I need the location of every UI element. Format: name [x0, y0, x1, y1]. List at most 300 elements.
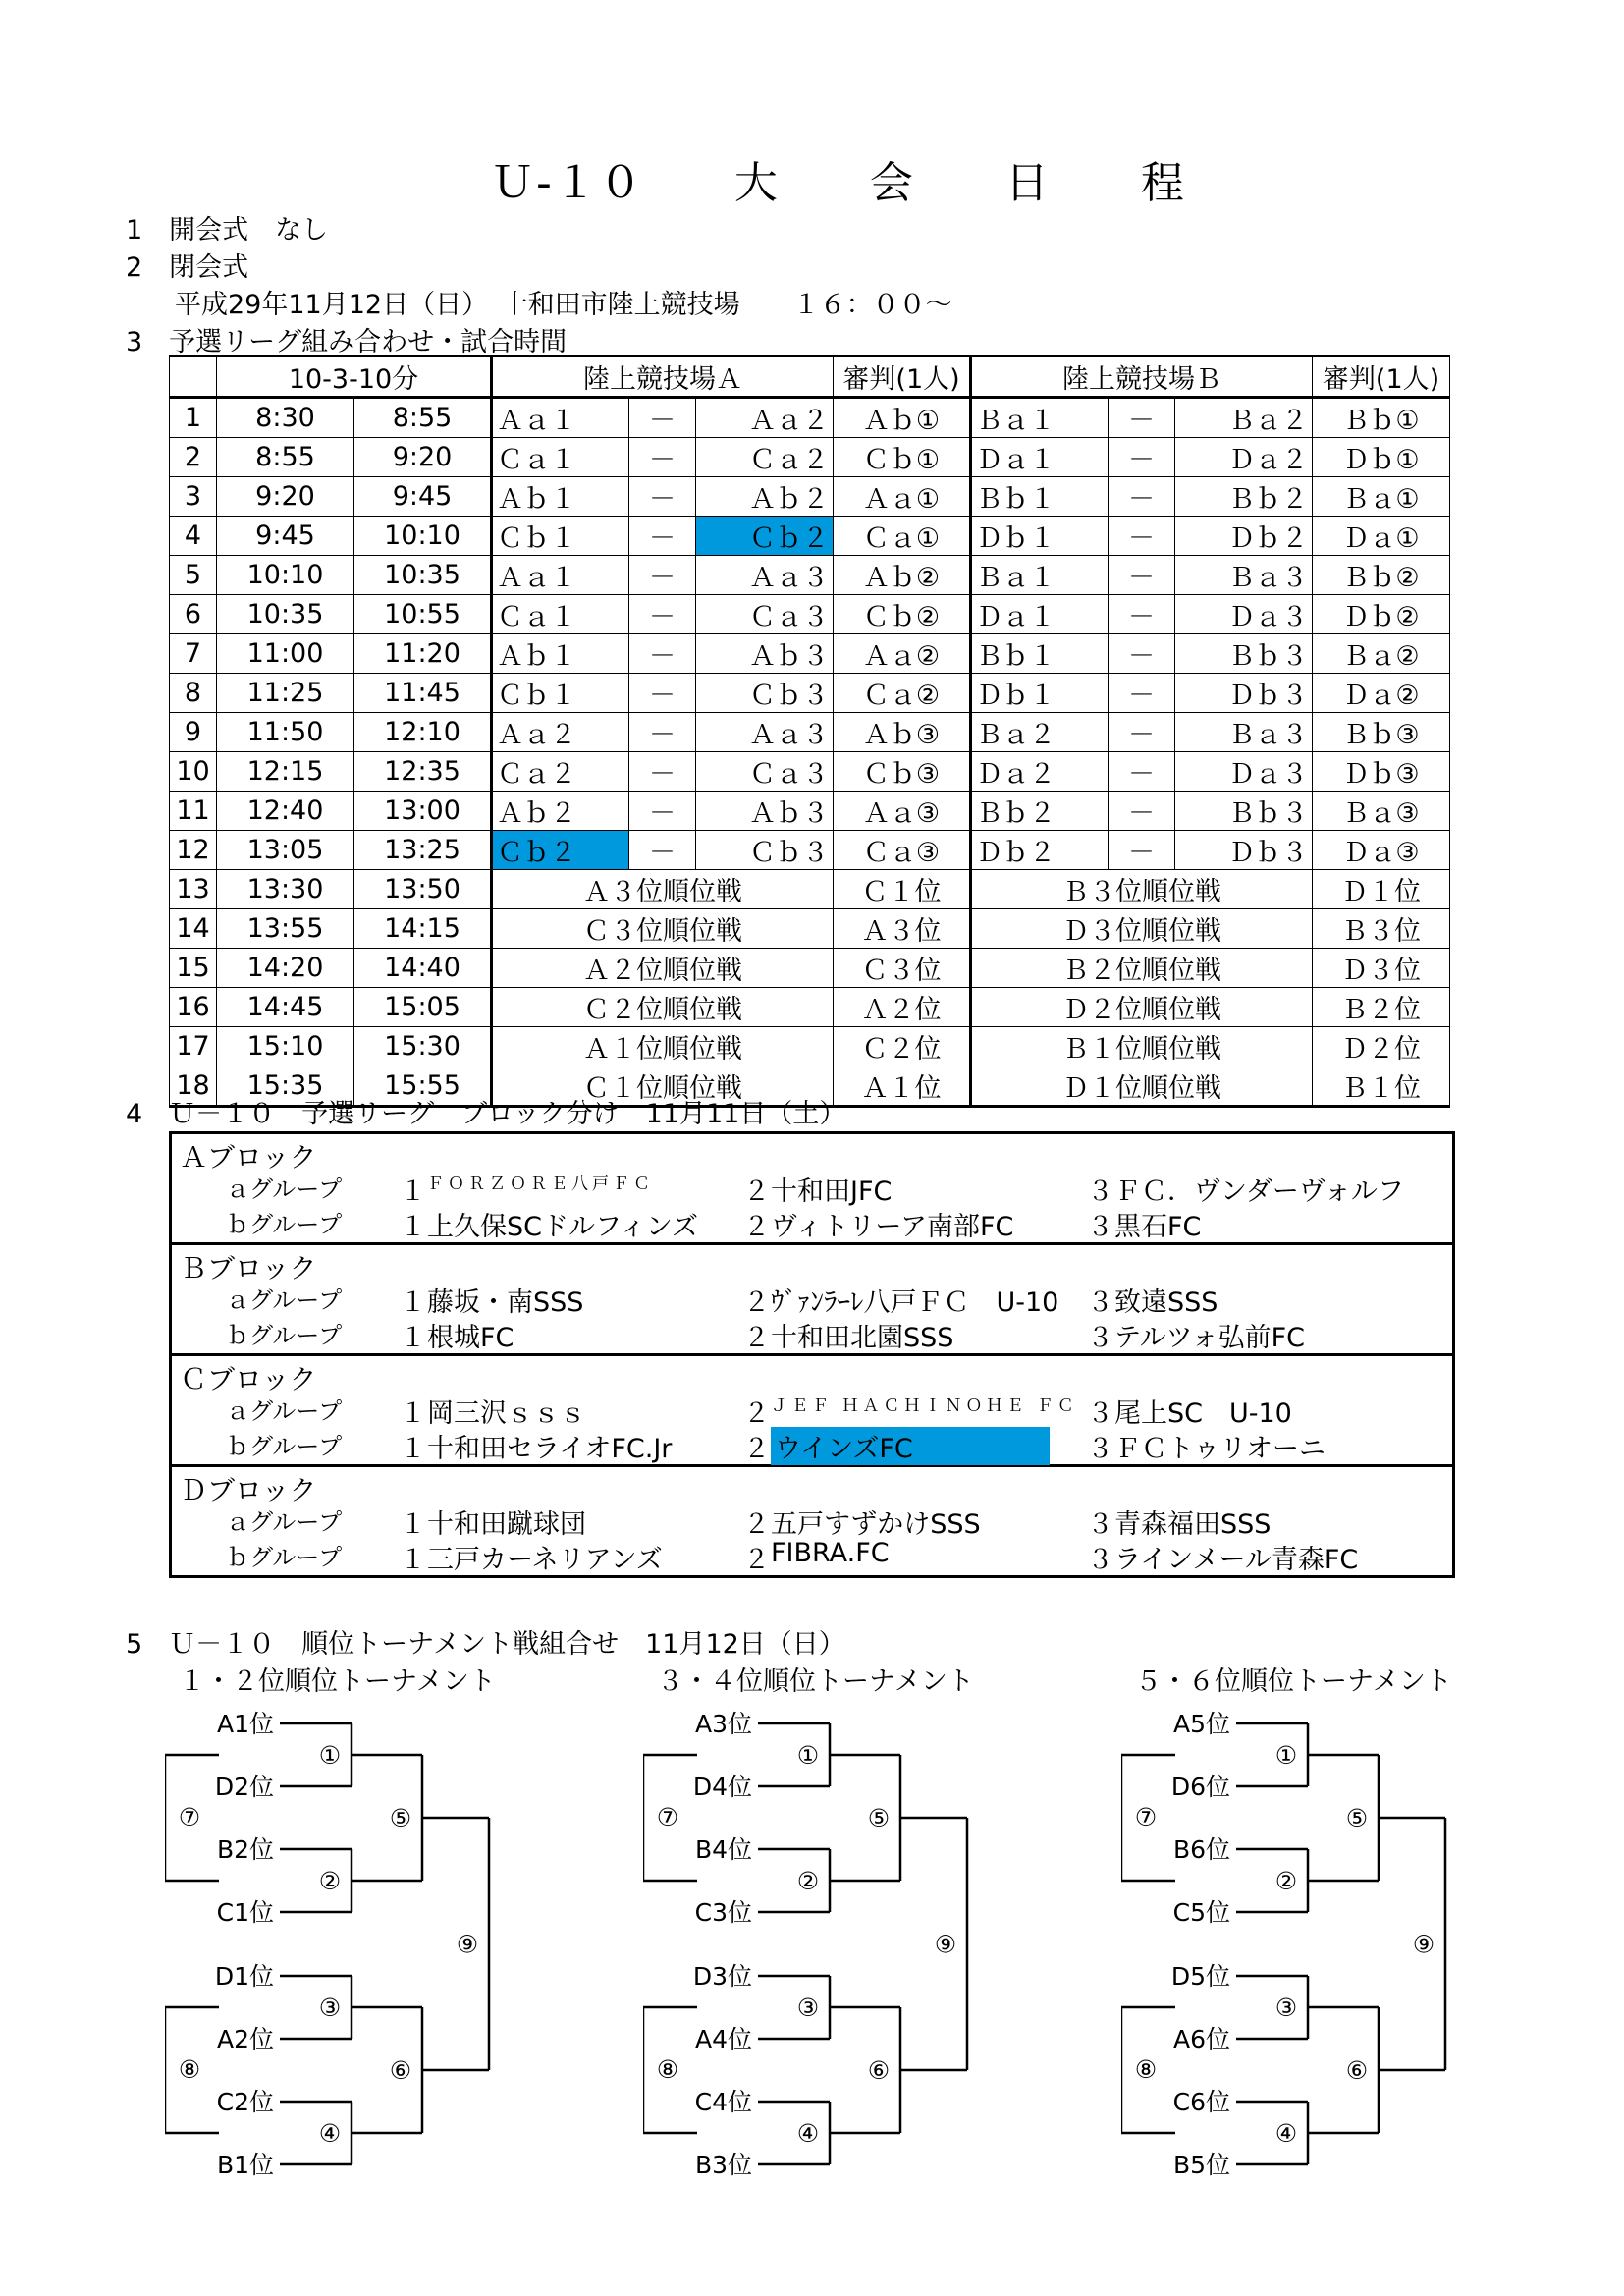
- schedule-header-row: [170, 356, 1450, 398]
- venue-a-team-2: Ａａ２: [696, 398, 834, 438]
- team-3-name: テルツォ弘前FC: [1114, 1323, 1305, 1353]
- start-time: 13:05: [217, 831, 354, 870]
- venue-b-team-2: Ｂｂ３: [1175, 634, 1313, 674]
- section-tournament: 5 Ｕ－１０ 順位トーナメント戦組合せ 11月12日（日）: [126, 1629, 845, 1660]
- seed-label: B3位: [694, 2151, 752, 2179]
- team-2-name: ヴィトリーア南部FC: [771, 1212, 1014, 1242]
- group-label: ａグループ: [226, 1508, 343, 1536]
- match-number: ①: [796, 1741, 820, 1770]
- match-number: 4: [170, 517, 217, 556]
- match-number: ⑥: [1345, 2056, 1369, 2085]
- seed-label: D1位: [214, 1962, 274, 1991]
- versus-dash: －: [1109, 398, 1175, 438]
- group-row: [172, 1503, 1452, 1538]
- table-row: [170, 870, 1450, 909]
- table-row: [170, 517, 1450, 556]
- end-time: 14:15: [354, 909, 492, 949]
- seed-label: A5位: [1172, 1710, 1230, 1738]
- venue-a-referee: Ｃａ③: [834, 831, 971, 870]
- team-1-name: 藤坂・南SSS: [427, 1287, 584, 1318]
- versus-dash: －: [629, 517, 696, 556]
- team-3-name: ＦＣ．ヴンダーヴォルフ: [1114, 1176, 1404, 1207]
- venue-a-referee: Ａ１位: [834, 1066, 971, 1107]
- versus-dash: －: [629, 595, 696, 634]
- seed-label: B6位: [1172, 1835, 1230, 1864]
- match-number: ②: [1274, 1867, 1298, 1895]
- seed-label: C5位: [1172, 1898, 1230, 1927]
- venue-a-team-1: Ａａ１: [492, 556, 629, 595]
- venue-b-team-1: Ｂｂ１: [971, 634, 1109, 674]
- match-number: ②: [796, 1867, 820, 1895]
- team-2-name: 十和田北園SSS: [771, 1323, 954, 1353]
- match-number: 18: [170, 1066, 217, 1107]
- match-number: 17: [170, 1027, 217, 1066]
- versus-dash: －: [1109, 517, 1175, 556]
- table-row: [170, 438, 1450, 477]
- match-number: ⑧: [178, 2055, 201, 2084]
- header-ref-b: 審判(1人): [1313, 356, 1450, 398]
- seed-label: A3位: [694, 1710, 752, 1738]
- start-time: 10:35: [217, 595, 354, 634]
- venue-b-team-1: Ｄａ１: [971, 595, 1109, 634]
- end-time: 8:55: [354, 398, 492, 438]
- versus-dash: －: [1109, 595, 1175, 634]
- seed-label: D5位: [1170, 1962, 1230, 1991]
- start-time: 12:15: [217, 752, 354, 792]
- venue-b-team-2: Ｄａ２: [1175, 438, 1313, 477]
- header-venue-a: 陸上競技場Ａ: [492, 356, 834, 398]
- team-3-name: 青森福田SSS: [1114, 1509, 1272, 1540]
- seed-label: C2位: [216, 2088, 274, 2116]
- group-label: ａグループ: [226, 1286, 343, 1314]
- match-number: ⑧: [656, 2055, 679, 2084]
- venue-a-team-1: Ｃａ１: [492, 595, 629, 634]
- match-number: 2: [170, 438, 217, 477]
- venue-a-team-2: Ａａ３: [696, 713, 834, 752]
- seed-label: B5位: [1172, 2151, 1230, 2179]
- table-row: [170, 909, 1450, 949]
- venue-b-referee: Ｂａ③: [1313, 792, 1450, 831]
- group-label: ｂグループ: [226, 1544, 343, 1571]
- header-venue-b: 陸上競技場Ｂ: [971, 356, 1313, 398]
- section-closing: 2 閉会式: [126, 252, 249, 283]
- team-2-name: FIBRA.FC: [771, 1538, 890, 1568]
- team-2-number: ２: [743, 1545, 770, 1575]
- match-number: 16: [170, 988, 217, 1027]
- team-1-number: １: [400, 1434, 426, 1464]
- venue-a-referee: Ｃｂ③: [834, 752, 971, 792]
- group-row: [172, 1170, 1452, 1205]
- versus-dash: －: [629, 398, 696, 438]
- team-1-name: 岡三沢ｓｓｓ: [427, 1398, 586, 1429]
- end-time: 10:55: [354, 595, 492, 634]
- venue-a-referee: Ａａ①: [834, 477, 971, 517]
- start-time: 9:20: [217, 477, 354, 517]
- start-time: 12:40: [217, 792, 354, 831]
- tournament-bracket: [1121, 1699, 1475, 2190]
- group-row: [172, 1205, 1452, 1240]
- venue-a-team-2: Ａｂ３: [696, 634, 834, 674]
- venue-a-team-2: Ｃｂ２: [696, 517, 834, 556]
- team-3-name: 黒石FC: [1114, 1212, 1202, 1242]
- start-time: 11:00: [217, 634, 354, 674]
- end-time: 10:35: [354, 556, 492, 595]
- section-schedule: 3 予選リーグ組み合わせ・試合時間: [126, 327, 568, 357]
- block-name: Ｄブロック: [180, 1474, 317, 1506]
- venue-a-referee: Ａａ②: [834, 634, 971, 674]
- match-number: 15: [170, 949, 217, 988]
- table-row: [170, 634, 1450, 674]
- match-number: 10: [170, 752, 217, 792]
- match-number: ①: [318, 1741, 342, 1770]
- venue-a-team-1: Ａｂ１: [492, 477, 629, 517]
- team-2-name: 十和田JFC: [771, 1176, 893, 1207]
- venue-a-ranking-match: Ａ３位順位戦: [492, 870, 834, 909]
- team-2-name: 五戸すずかけSSS: [771, 1509, 981, 1540]
- team-1-name: 根城FC: [427, 1323, 514, 1353]
- end-time: 15:55: [354, 1066, 492, 1107]
- table-row: [170, 674, 1450, 713]
- match-number: ①: [1274, 1741, 1298, 1770]
- versus-dash: －: [629, 634, 696, 674]
- team-3-name: 尾上SC U-10: [1114, 1398, 1292, 1429]
- seed-label: D3位: [692, 1962, 752, 1991]
- venue-b-ranking-match: Ｂ３位順位戦: [971, 870, 1313, 909]
- table-row: [170, 477, 1450, 517]
- venue-b-team-1: Ｄａ１: [971, 438, 1109, 477]
- venue-a-referee: Ａ３位: [834, 909, 971, 949]
- venue-b-referee: Ｄａ③: [1313, 831, 1450, 870]
- match-number: 8: [170, 674, 217, 713]
- venue-b-ranking-match: Ｂ１位順位戦: [971, 1027, 1313, 1066]
- match-number: ⑦: [178, 1803, 201, 1831]
- venue-a-referee: Ａ２位: [834, 988, 971, 1027]
- match-number: ⑨: [456, 1930, 479, 1959]
- group-label: ｂグループ: [226, 1322, 343, 1349]
- venue-a-team-2: Ａｂ３: [696, 792, 834, 831]
- team-3-number: ３: [1087, 1212, 1113, 1242]
- venue-b-team-2: Ｄａ３: [1175, 595, 1313, 634]
- team-1-name: 十和田蹴球団: [427, 1509, 586, 1540]
- venue-b-referee: Ｄ２位: [1313, 1027, 1450, 1066]
- tournament-title: ３・４位順位トーナメント: [657, 1667, 974, 1697]
- team-1-number: １: [400, 1545, 426, 1575]
- seed-label: A6位: [1172, 2025, 1230, 2053]
- versus-dash: －: [1109, 438, 1175, 477]
- venue-a-referee: Ａｂ③: [834, 713, 971, 752]
- table-row: [170, 792, 1450, 831]
- venue-a-team-1: Ｃｂ１: [492, 674, 629, 713]
- team-3-number: ３: [1087, 1287, 1113, 1318]
- group-label: ａグループ: [226, 1397, 343, 1425]
- end-time: 12:35: [354, 752, 492, 792]
- match-number: ②: [318, 1867, 342, 1895]
- venue-b-team-1: Ｄｂ２: [971, 831, 1109, 870]
- start-time: 11:25: [217, 674, 354, 713]
- seed-label: B1位: [216, 2151, 274, 2179]
- team-2-number: ２: [743, 1398, 770, 1429]
- group-label: ｂグループ: [226, 1433, 343, 1460]
- team-2-number: ２: [743, 1434, 770, 1464]
- venue-a-referee: Ｃ２位: [834, 1027, 971, 1066]
- team-3-number: ３: [1087, 1545, 1113, 1575]
- table-row: [170, 713, 1450, 752]
- start-time: 10:10: [217, 556, 354, 595]
- venue-a-team-1: Ａｂ１: [492, 634, 629, 674]
- venue-b-ranking-match: Ｄ２位順位戦: [971, 988, 1313, 1027]
- seed-label: B2位: [216, 1835, 274, 1864]
- venue-a-referee: Ａｂ②: [834, 556, 971, 595]
- match-number: 9: [170, 713, 217, 752]
- team-2-number: ２: [743, 1287, 770, 1318]
- team-1-name: 上久保SCドルフィンズ: [427, 1212, 699, 1242]
- table-row: [170, 398, 1450, 438]
- venue-b-referee: Ｂａ②: [1313, 634, 1450, 674]
- venue-a-team-1: Ｃａ１: [492, 438, 629, 477]
- end-time: 10:10: [354, 517, 492, 556]
- venue-a-ranking-match: Ｃ２位順位戦: [492, 988, 834, 1027]
- match-number: ④: [1274, 2119, 1298, 2148]
- venue-a-team-1: Ｃａ２: [492, 752, 629, 792]
- venue-b-referee: Ｂａ①: [1313, 477, 1450, 517]
- match-number: ⑨: [1412, 1930, 1435, 1959]
- match-number: ③: [796, 1994, 820, 2022]
- venue-a-referee: Ｃａ②: [834, 674, 971, 713]
- venue-b-ranking-match: Ｂ２位順位戦: [971, 949, 1313, 988]
- start-time: 11:50: [217, 713, 354, 752]
- seed-label: D4位: [692, 1773, 752, 1801]
- venue-b-referee: Ｂ１位: [1313, 1066, 1450, 1107]
- versus-dash: －: [629, 438, 696, 477]
- venue-a-ranking-match: Ａ２位順位戦: [492, 949, 834, 988]
- venue-b-team-1: Ｄｂ１: [971, 517, 1109, 556]
- group-row: [172, 1427, 1452, 1462]
- end-time: 15:30: [354, 1027, 492, 1066]
- versus-dash: －: [1109, 713, 1175, 752]
- venue-a-team-1: Ｃｂ１: [492, 517, 629, 556]
- table-row: [170, 595, 1450, 634]
- tournament-title: ５・６位順位トーナメント: [1135, 1667, 1452, 1697]
- end-time: 11:20: [354, 634, 492, 674]
- team-1-number: １: [400, 1323, 426, 1353]
- versus-dash: －: [629, 713, 696, 752]
- seed-label: B4位: [694, 1835, 752, 1864]
- block: [172, 1245, 1452, 1356]
- match-number: ⑧: [1134, 2055, 1158, 2084]
- venue-b-team-2: Ｄｂ３: [1175, 831, 1313, 870]
- block: [172, 1356, 1452, 1467]
- end-time: 13:00: [354, 792, 492, 831]
- block-table: [169, 1131, 1455, 1578]
- match-number: ⑤: [867, 1804, 891, 1832]
- match-number: ④: [796, 2119, 820, 2148]
- block: [172, 1467, 1452, 1575]
- venue-b-team-1: Ｂａ２: [971, 713, 1109, 752]
- seed-label: C3位: [694, 1898, 752, 1927]
- team-3-name: ＦＣトゥリオーニ: [1114, 1434, 1326, 1464]
- venue-a-team-1: Ａｂ２: [492, 792, 629, 831]
- venue-b-team-2: Ｂａ３: [1175, 556, 1313, 595]
- tournament-title: １・２位順位トーナメント: [179, 1667, 496, 1697]
- versus-dash: －: [1109, 831, 1175, 870]
- venue-b-team-1: Ｄｂ１: [971, 674, 1109, 713]
- match-number: ⑤: [389, 1804, 412, 1832]
- block-name: Ａブロック: [180, 1141, 317, 1174]
- team-2-number: ２: [743, 1323, 770, 1353]
- match-number: ⑤: [1345, 1804, 1369, 1832]
- header-no: [170, 356, 217, 398]
- start-time: 13:55: [217, 909, 354, 949]
- venue-b-team-1: Ｄａ２: [971, 752, 1109, 792]
- end-time: 15:05: [354, 988, 492, 1027]
- venue-b-referee: Ｄｂ①: [1313, 438, 1450, 477]
- team-3-name: ラインメール青森FC: [1114, 1545, 1359, 1575]
- end-time: 12:10: [354, 713, 492, 752]
- match-number: ④: [318, 2119, 342, 2148]
- venue-b-team-2: Ｂａ３: [1175, 713, 1313, 752]
- team-3-number: ３: [1087, 1176, 1113, 1207]
- match-number: ⑥: [389, 2056, 412, 2085]
- versus-dash: －: [1109, 752, 1175, 792]
- table-row: [170, 831, 1450, 870]
- venue-b-team-1: Ｂａ１: [971, 398, 1109, 438]
- versus-dash: －: [1109, 477, 1175, 517]
- venue-b-team-1: Ｂｂ１: [971, 477, 1109, 517]
- table-row: [170, 949, 1450, 988]
- venue-b-ranking-match: Ｄ１位順位戦: [971, 1066, 1313, 1107]
- team-2-name: ＪＥＦ ＨＡＣＨＩＮＯＨＥ ＦＣ: [771, 1396, 1078, 1416]
- header-ref-a: 審判(1人): [834, 356, 971, 398]
- end-time: 14:40: [354, 949, 492, 988]
- start-time: 9:45: [217, 517, 354, 556]
- match-number: 7: [170, 634, 217, 674]
- match-number: ⑨: [934, 1930, 957, 1959]
- match-number: 1: [170, 398, 217, 438]
- venue-a-referee: Ｃ１位: [834, 870, 971, 909]
- seed-label: C6位: [1172, 2088, 1230, 2116]
- match-number: 6: [170, 595, 217, 634]
- venue-b-team-2: Ｂｂ２: [1175, 477, 1313, 517]
- venue-a-ranking-match: Ｃ３位順位戦: [492, 909, 834, 949]
- venue-a-referee: Ａｂ①: [834, 398, 971, 438]
- venue-b-team-2: Ｂａ２: [1175, 398, 1313, 438]
- group-row: [172, 1538, 1452, 1573]
- venue-b-referee: Ｄａ②: [1313, 674, 1450, 713]
- venue-a-team-2: Ｃｂ３: [696, 831, 834, 870]
- venue-a-referee: Ｃ３位: [834, 949, 971, 988]
- venue-b-ranking-match: Ｄ３位順位戦: [971, 909, 1313, 949]
- end-time: 13:25: [354, 831, 492, 870]
- start-time: 15:10: [217, 1027, 354, 1066]
- versus-dash: －: [629, 477, 696, 517]
- venue-b-team-2: Ｄｂ３: [1175, 674, 1313, 713]
- venue-a-referee: Ｃｂ②: [834, 595, 971, 634]
- versus-dash: －: [629, 556, 696, 595]
- match-number: ③: [1274, 1994, 1298, 2022]
- team-1-name: ＦＯＲＺＯＲＥ八戸ＦＣ: [427, 1175, 654, 1194]
- start-time: 8:30: [217, 398, 354, 438]
- team-1-number: １: [400, 1287, 426, 1318]
- end-time: 9:20: [354, 438, 492, 477]
- match-number: 5: [170, 556, 217, 595]
- venue-b-team-2: Ｄｂ２: [1175, 517, 1313, 556]
- section-blocks: 4 Ｕ－１０ 予選リーグ ブロック分け 11月11日（土）: [126, 1099, 846, 1129]
- match-number: 13: [170, 870, 217, 909]
- venue-a-referee: Ａａ③: [834, 792, 971, 831]
- section-opening: 1 開会式 なし: [126, 215, 329, 246]
- venue-a-ranking-match: Ｃ１位順位戦: [492, 1066, 834, 1107]
- header-time: 10-3-10分: [217, 356, 492, 398]
- team-2-name: ｳﾞｧﾝﾗｰﾚ八戸ＦＣ U-10: [771, 1287, 1059, 1318]
- start-time: 14:45: [217, 988, 354, 1027]
- seed-label: A1位: [216, 1710, 274, 1738]
- team-1-number: １: [400, 1398, 426, 1429]
- venue-a-team-1: Ａａ１: [492, 398, 629, 438]
- venue-b-referee: Ｂｂ③: [1313, 713, 1450, 752]
- versus-dash: －: [1109, 634, 1175, 674]
- match-number: ⑦: [656, 1803, 679, 1831]
- venue-b-referee: Ｂ２位: [1313, 988, 1450, 1027]
- team-2-number: ２: [743, 1176, 770, 1207]
- group-label: ａグループ: [226, 1175, 343, 1203]
- match-number: 11: [170, 792, 217, 831]
- match-number: 14: [170, 909, 217, 949]
- venue-a-team-2: Ｃａ３: [696, 752, 834, 792]
- venue-a-team-2: Ａａ３: [696, 556, 834, 595]
- team-2-number: ２: [743, 1212, 770, 1242]
- match-number: 3: [170, 477, 217, 517]
- closing-detail: 平成29年11月12日（日） 十和田市陸上競技場 １６：００～: [175, 290, 952, 320]
- block: [172, 1134, 1452, 1245]
- venue-a-ranking-match: Ａ１位順位戦: [492, 1027, 834, 1066]
- seed-label: D2位: [214, 1773, 274, 1801]
- tournament-bracket: [165, 1699, 518, 2190]
- team-3-number: ３: [1087, 1323, 1113, 1353]
- venue-b-referee: Ｄｂ③: [1313, 752, 1450, 792]
- venue-b-referee: Ｂ３位: [1313, 909, 1450, 949]
- tournament-bracket: [643, 1699, 997, 2190]
- match-number: ⑦: [1134, 1803, 1158, 1831]
- team-1-number: １: [400, 1176, 426, 1207]
- venue-b-referee: Ｄｂ②: [1313, 595, 1450, 634]
- team-1-name: 十和田セライオFC.Jr: [427, 1434, 673, 1464]
- versus-dash: －: [1109, 792, 1175, 831]
- start-time: 8:55: [217, 438, 354, 477]
- table-row: [170, 1027, 1450, 1066]
- venue-b-referee: Ｄ３位: [1313, 949, 1450, 988]
- match-number: ⑥: [867, 2056, 891, 2085]
- block-name: Ｃブロック: [180, 1363, 317, 1395]
- group-label: ｂグループ: [226, 1211, 343, 1238]
- team-3-name: 致遠SSS: [1114, 1287, 1218, 1318]
- venue-b-referee: Ｄａ①: [1313, 517, 1450, 556]
- group-row: [172, 1392, 1452, 1427]
- table-row: [170, 556, 1450, 595]
- group-row: [172, 1281, 1452, 1316]
- end-time: 9:45: [354, 477, 492, 517]
- venue-b-team-2: Ｂｂ３: [1175, 792, 1313, 831]
- team-3-number: ３: [1087, 1398, 1113, 1429]
- venue-a-team-1: Ａａ２: [492, 713, 629, 752]
- venue-a-team-2: Ｃａ２: [696, 438, 834, 477]
- team-3-number: ３: [1087, 1509, 1113, 1540]
- block-name: Ｂブロック: [180, 1252, 317, 1285]
- versus-dash: －: [1109, 674, 1175, 713]
- versus-dash: －: [629, 831, 696, 870]
- table-row: [170, 988, 1450, 1027]
- venue-a-team-2: Ｃｂ３: [696, 674, 834, 713]
- venue-a-team-2: Ｃａ３: [696, 595, 834, 634]
